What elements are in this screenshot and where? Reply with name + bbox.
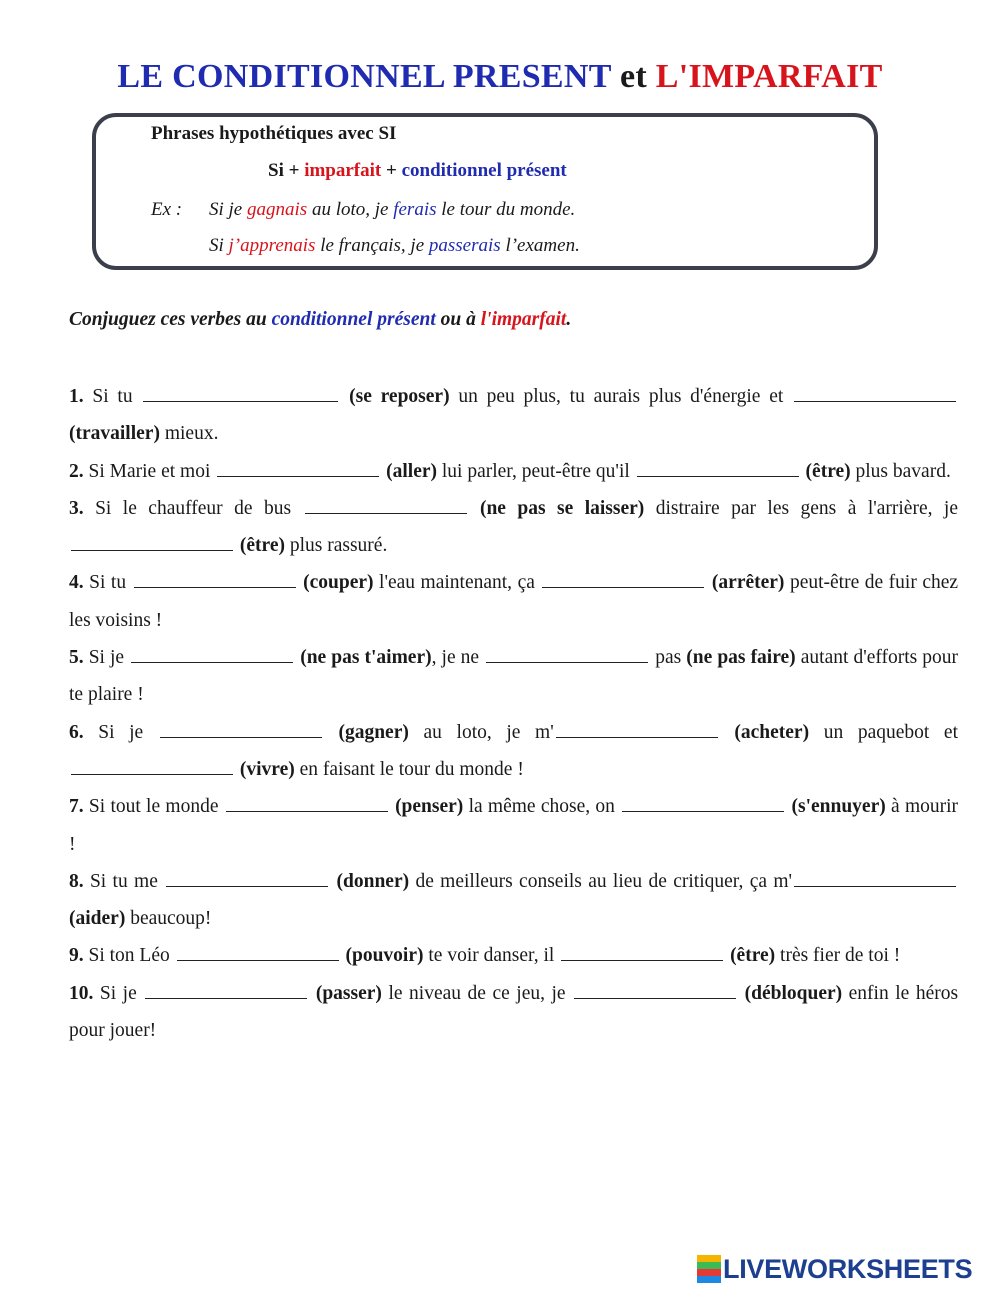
rule-heading: Phrases hypothétiques avec SI: [151, 123, 397, 144]
verb-hint: (pouvoir): [345, 945, 424, 967]
exercise-item-5: [69, 639, 958, 714]
verb-hint: (être): [805, 460, 851, 482]
example-2-text-e: l’examen.: [505, 235, 580, 256]
exercise-item-3: [69, 490, 958, 565]
instruction-imparfait: l'imparfait: [480, 309, 567, 330]
title-et: et: [619, 58, 647, 95]
item-number: 6.: [69, 721, 84, 743]
answer-blank[interactable]: [622, 810, 784, 812]
item-text: Si tu: [89, 572, 127, 594]
logo-icon: [697, 1255, 721, 1283]
exercise-item-10: [69, 975, 958, 1050]
item-number: 2.: [69, 460, 84, 482]
item-text: lui parler, peut-être qu'il: [441, 460, 630, 482]
item-number: 3.: [69, 497, 84, 519]
item-text: mieux.: [164, 423, 219, 445]
item-number: 1.: [69, 386, 84, 407]
rule-formula: [268, 160, 567, 182]
item-text: la même chose, on: [468, 796, 615, 818]
answer-blank[interactable]: [794, 400, 956, 402]
instruction-text-c: ou à: [440, 309, 476, 330]
item-text: Si Marie et moi: [88, 460, 211, 482]
example-1: [209, 199, 575, 221]
answer-blank[interactable]: [556, 736, 718, 738]
verb-hint: (s'ennuyer): [791, 796, 886, 818]
instruction-conditionnel: conditionnel présent: [271, 309, 436, 330]
item-text: peut-être de fuir chez les voisins !: [69, 572, 959, 631]
item-text: l'eau maintenant, ça: [379, 572, 535, 594]
answer-blank[interactable]: [143, 400, 338, 402]
example-1-imparfait: gagnais: [247, 199, 308, 220]
exercise-item-7: [69, 788, 958, 863]
answer-blank[interactable]: [166, 885, 328, 887]
answer-blank[interactable]: [542, 586, 704, 588]
verb-hint: (passer): [315, 982, 382, 1004]
answer-blank[interactable]: [71, 549, 233, 551]
verb-hint: (couper): [303, 572, 374, 594]
formula-imparfait: imparfait: [304, 160, 382, 181]
verb-hint: (être): [730, 945, 776, 967]
instruction-text-a: Conjuguez ces verbes au: [69, 309, 267, 330]
page-title: [0, 58, 1000, 96]
example-2-conditionnel: passerais: [428, 235, 501, 256]
example-1-text-c: au loto, je: [311, 199, 389, 220]
item-text: autant d'efforts pour te plaire !: [69, 647, 959, 706]
example-2: [209, 235, 580, 257]
item-number: 5.: [69, 647, 84, 669]
item-text: Si je: [88, 647, 125, 669]
verb-hint: (débloquer): [744, 982, 843, 1004]
answer-blank[interactable]: [794, 885, 956, 887]
item-number: 4.: [69, 572, 84, 594]
item-text: Si je: [99, 982, 137, 1004]
formula-plus: +: [385, 160, 397, 181]
item-text: te voir danser, il: [428, 945, 555, 967]
answer-blank[interactable]: [561, 959, 723, 961]
example-2-text-a: Si: [209, 235, 224, 256]
verb-hint: (aller): [386, 460, 437, 482]
item-number: 10.: [69, 982, 94, 1004]
answer-blank[interactable]: [177, 959, 339, 961]
verb-hint: (ne pas t'aimer): [300, 647, 432, 669]
verb-hint: (acheter): [734, 721, 810, 743]
verb-hint: (donner): [336, 870, 410, 892]
exercise-item-6: [69, 714, 958, 789]
verb-hint: (gagner): [338, 721, 409, 743]
item-text: beaucoup!: [130, 908, 212, 930]
example-2-imparfait: j’apprenais: [228, 235, 316, 256]
answer-blank[interactable]: [160, 736, 322, 738]
exercise-item-1: [69, 378, 958, 453]
answer-blank[interactable]: [226, 810, 388, 812]
item-text: un paquebot et: [823, 721, 959, 743]
example-1-text-a: Si je: [209, 199, 243, 220]
exercise-item-4: [69, 564, 958, 639]
exercise-item-9: [69, 937, 958, 974]
item-text: Si le chauffeur de bus: [95, 497, 292, 519]
formula-si: Si +: [268, 160, 300, 181]
logo-text: LIVEWORKSHEETS: [723, 1253, 973, 1284]
verb-hint: (ne pas se laisser): [479, 497, 645, 519]
verb-hint: (penser): [395, 796, 464, 818]
item-text: enfin le héros pour jouer!: [69, 982, 959, 1042]
answer-blank[interactable]: [217, 475, 379, 477]
answer-blank[interactable]: [71, 773, 233, 775]
example-label: Ex :: [151, 199, 183, 220]
answer-blank[interactable]: [574, 997, 736, 999]
answer-blank[interactable]: [131, 661, 293, 663]
item-text: Si je: [98, 721, 144, 743]
item-text: en faisant le tour du monde !: [299, 758, 524, 780]
title-imparfait: L'IMPARFAIT: [655, 58, 883, 95]
item-text: un peu plus, tu aurais plus d'énergie et: [458, 386, 784, 407]
item-text: à mourir !: [69, 796, 959, 855]
exercise-item-8: [69, 863, 958, 938]
item-text: , je ne: [431, 647, 480, 669]
verb-hint: (ne pas faire): [686, 647, 796, 669]
item-number: 7.: [69, 796, 84, 818]
answer-blank[interactable]: [305, 512, 467, 514]
answer-blank[interactable]: [486, 661, 648, 663]
example-2-text-c: le français, je: [320, 235, 425, 256]
verb-hint: (être): [239, 535, 285, 557]
instruction: [69, 309, 571, 331]
verb-hint: (arrêter): [711, 572, 785, 594]
item-text: plus bavard.: [855, 460, 951, 482]
item-text: plus rassuré.: [289, 535, 388, 557]
answer-blank[interactable]: [134, 586, 296, 588]
example-1-text-e: le tour du monde.: [441, 199, 576, 220]
liveworksheets-logo: [697, 1254, 972, 1284]
exercise-list: [69, 378, 958, 1049]
item-text: Si ton Léo: [88, 945, 170, 967]
item-text: Si tout le monde: [88, 796, 219, 818]
verb-hint: (travailler): [69, 423, 160, 445]
verb-hint: (vivre): [239, 758, 295, 780]
instruction-period: .: [566, 309, 572, 330]
exercise-item-2: [69, 453, 958, 490]
example-1-conditionnel: ferais: [393, 199, 437, 220]
item-number: 8.: [69, 870, 84, 892]
answer-blank[interactable]: [145, 997, 307, 999]
item-text: distraire par les gens à l'arrière, je: [655, 497, 959, 519]
verb-hint: (se reposer): [349, 386, 450, 407]
verb-hint: (aider): [69, 908, 126, 930]
formula-conditionnel: conditionnel présent: [401, 160, 567, 181]
item-text: le niveau de ce jeu, je: [388, 982, 566, 1004]
answer-blank[interactable]: [637, 475, 799, 477]
item-text: très fier de toi !: [780, 945, 901, 967]
item-text: Si tu me: [89, 870, 158, 892]
item-text: de meilleurs conseils au lieu de critiquer, ça m': [415, 870, 793, 892]
item-text: au loto, je m': [423, 721, 554, 743]
item-number: 9.: [69, 945, 84, 967]
item-text: Si tu: [92, 386, 133, 407]
title-conditionnel: LE CONDITIONNEL PRESENT: [117, 58, 612, 95]
item-text: pas: [655, 647, 682, 669]
